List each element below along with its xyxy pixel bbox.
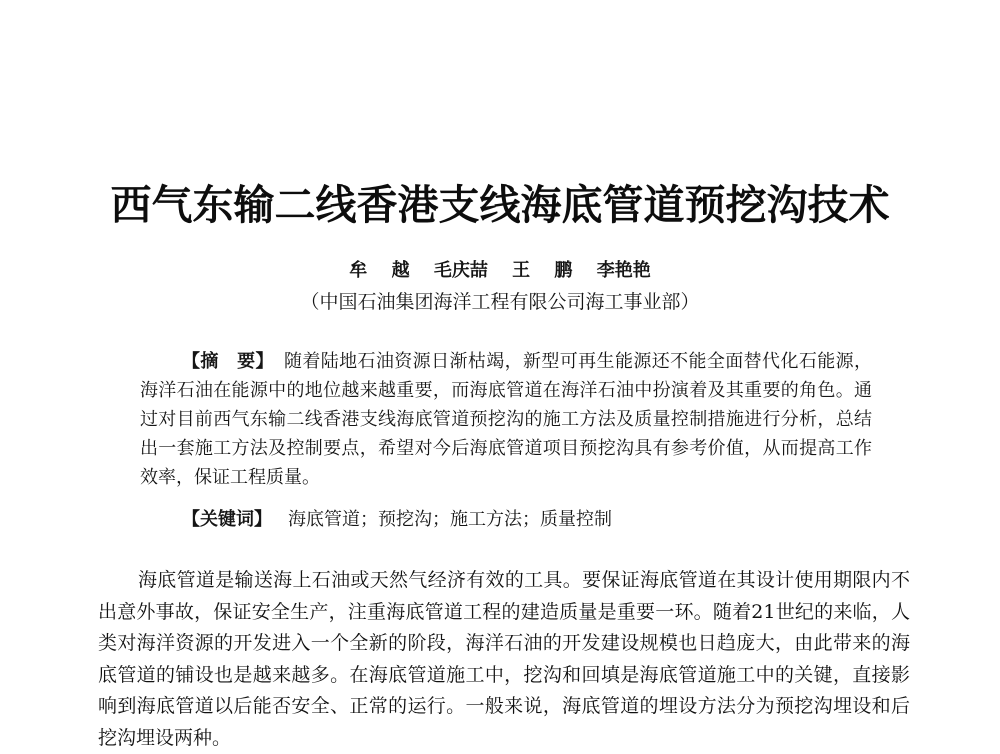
- keywords-line: [182, 505, 872, 534]
- author-name: 牟 越: [349, 260, 410, 281]
- body-paragraph: 海底管道是输送海上石油或天然气经济有效的工具。要保证海底管道在其设计使用期限内不出意外事故，保证安全生产，注重海底管道工程的建造质量是重要一环。随着21世纪的来临，人类对海洋资源的开发进入一个全新的阶段，海洋石油的开发建设规模也日趋庞大，由此带来的海底管道的铺设也是越来越多。在海底管道施工中，挖沟和回填是海底管道施工中的关键，直接影响到海底管道以后能否安全、正常的运行。一般来说，海底管道的埋设方法分为预挖沟埋设和后挖沟埋设两种。: [98, 569, 910, 749]
- author-name: 李艳艳: [596, 260, 651, 281]
- abstract-label: 【摘 要】: [182, 351, 274, 372]
- keywords-label: 【关键词】: [182, 509, 272, 530]
- author-name: 王 鹏: [512, 260, 573, 281]
- abstract-text: 随着陆地石油资源日渐枯竭，新型可再生能源还不能全面替代化石能源，海洋石油在能源中的地位越来越重要，而海底管道在海洋石油中扮演着及其重要的角色。通过对目前西气东输二线香港支线海底管道预挖沟的施工方法及质量控制措施进行分析，总结出一套施工方法及控制要点，希望对今后海底管道项目预挖沟具有参考价值，从而提高工作效率，保证工程质量。: [140, 351, 873, 488]
- abstract-paragraph: [140, 347, 872, 492]
- author-list: [0, 256, 1000, 282]
- affiliation: （中国石油集团海洋工程有限公司海工事业部）: [300, 291, 700, 313]
- author-name: 毛庆喆: [433, 260, 488, 281]
- paper-title: 西气东输二线香港支线海底管道预挖沟技术: [110, 181, 890, 229]
- keywords-text: 海底管道；预挖沟；施工方法；质量控制: [288, 509, 612, 530]
